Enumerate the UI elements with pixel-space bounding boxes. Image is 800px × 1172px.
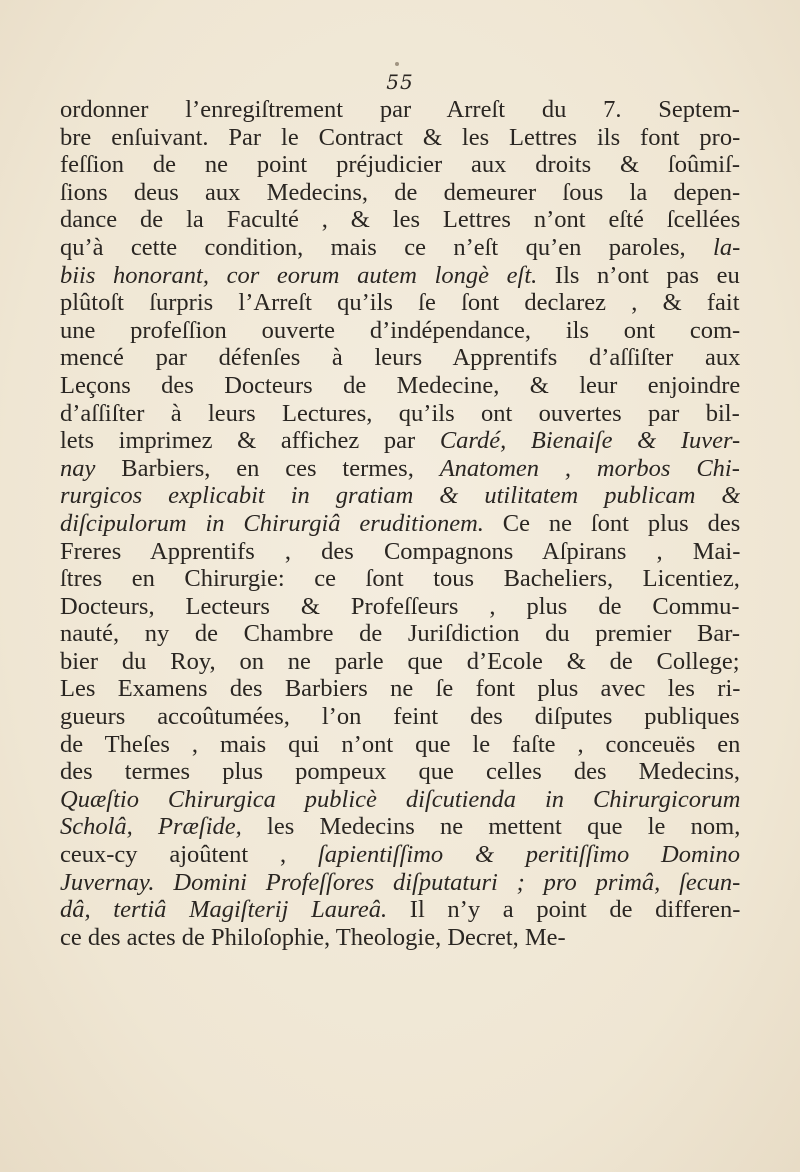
text-segment: ſions deus aux Medecins, de demeurer ſous la depen-: [60, 178, 740, 206]
text-line: [60, 538, 740, 566]
text-line: [60, 427, 740, 455]
text-line: [60, 289, 740, 317]
text-line: [60, 234, 740, 262]
text-segment: Ce ne ſont plus des: [483, 509, 740, 537]
text-line: [60, 786, 740, 814]
text-segment: d’aſſiſter à leurs Lectures, qu’ils ont ouvertes par bil-: [60, 399, 740, 427]
italic-text-segment: Anatomen , morbos Chi-: [439, 454, 740, 482]
text-segment: plûtoſt ſurpris l’Arreſt qu’ils ſe ſont declarez , & fait: [60, 289, 740, 317]
text-segment: ceux-cy ajoûtent ,: [60, 841, 318, 869]
text-line: [60, 372, 740, 400]
text-segment: mencé par défenſes à leurs Apprentifs d’aſſiſter aux: [60, 344, 740, 372]
text-segment: ordonner l’enregiſtrement par Arreſt du 7. Septem-: [60, 96, 740, 123]
italic-text-segment: nay: [60, 454, 96, 482]
text-line: [60, 869, 740, 897]
text-line: [60, 565, 740, 593]
text-line: [60, 344, 740, 372]
italic-text-segment: diſcipulorum in Chirurgiâ eruditionem.: [60, 509, 484, 537]
text-line: [60, 924, 740, 952]
italic-text-segment: la-: [713, 233, 740, 261]
italic-text-segment: Juvernay. Domini Profeſſores diſputaturi ; pro primâ, ſecun-: [60, 868, 740, 896]
text-line: [60, 400, 740, 428]
text-segment: bier du Roy, on ne parle que d’Ecole & de College;: [60, 647, 740, 675]
italic-text-segment: Quæſtio Chirurgica publicè diſcutienda in Chirurgicorum: [60, 785, 740, 813]
text-segment: lets imprimez & affichez par: [60, 427, 440, 455]
text-line: [60, 262, 740, 290]
italic-text-segment: rurgicos explicabit in gratiam & utilitatem publicam &: [60, 482, 740, 510]
text-segment: nauté, ny de Chambre de Juriſdiction du premier Bar-: [60, 620, 740, 648]
text-segment: feſſion de ne point préjudicier aux droits & ſoûmiſ-: [60, 151, 740, 179]
italic-text-segment: biis honorant, cor eorum autem longè eſt.: [60, 261, 538, 289]
text-segment: bre enſuivant. Par le Contract & les Lettres ils font pro-: [60, 123, 740, 151]
italic-text-segment: dâ, tertiâ Magiſterij Laureâ.: [60, 896, 388, 924]
text-line: [60, 758, 740, 786]
text-segment: ſtres en Chirurgie: ce ſont tous Bacheliers, Licentiez,: [60, 565, 740, 593]
text-line: [60, 455, 740, 483]
text-segment: gueurs accoûtumées, l’on feint des diſputes publiques: [60, 703, 740, 731]
text-line: [60, 648, 740, 676]
text-line: [60, 593, 740, 621]
text-line: [60, 510, 740, 538]
text-line: [60, 731, 740, 759]
text-segment: Docteurs, Lecteurs & Profeſſeurs , plus de Commu-: [60, 592, 740, 620]
text-segment: ce des actes de Philoſophie, Theologie, Decret, Me-: [60, 923, 566, 951]
text-line: [60, 151, 740, 179]
text-line: [60, 206, 740, 234]
text-line: [60, 96, 740, 124]
text-line: [60, 317, 740, 345]
text-segment: Leçons des Docteurs de Medecine, & leur enjoindre: [60, 371, 740, 399]
text-line: [60, 124, 740, 152]
text-line: [60, 179, 740, 207]
italic-text-segment: Scholâ, Præſide,: [60, 813, 242, 841]
text-segment: de Theſes , mais qui n’ont que le faſte , conceuës en: [60, 730, 740, 758]
text-line: [60, 841, 740, 869]
text-segment: dance de la Faculté , & les Lettres n’ont eſté ſcellées: [60, 206, 740, 234]
italic-text-segment: ſapientiſſimo & peritiſſimo Domino: [317, 841, 740, 869]
text-segment: qu’à cette condition, mais ce n’eſt qu’en paroles,: [60, 233, 714, 261]
text-segment: Barbiers, en ces termes,: [95, 454, 440, 482]
text-segment: une profeſſion ouverte d’indépendance, ils ont com-: [60, 316, 740, 344]
ink-speck: [395, 62, 399, 66]
text-line: [60, 482, 740, 510]
page-number: 55: [386, 70, 414, 94]
text-segment: Ils n’ont pas eu: [537, 261, 740, 289]
text-segment: Il n’y a point de differen-: [387, 896, 740, 924]
body-text: [60, 96, 740, 951]
text-segment: Les Examens des Barbiers ne ſe font plus avec les ri-: [60, 675, 740, 703]
text-line: [60, 896, 740, 924]
text-segment: Freres Apprentifs , des Compagnons Aſpirans , Mai-: [60, 537, 740, 565]
text-line: [60, 675, 740, 703]
text-line: [60, 703, 740, 731]
text-line: [60, 813, 740, 841]
text-line: [60, 620, 740, 648]
text-segment: des termes plus pompeux que celles des Medecins,: [60, 758, 740, 786]
text-segment: les Medecins ne mettent que le nom,: [241, 813, 740, 841]
italic-text-segment: Cardé, Bienaiſe & Iuver-: [439, 427, 740, 455]
